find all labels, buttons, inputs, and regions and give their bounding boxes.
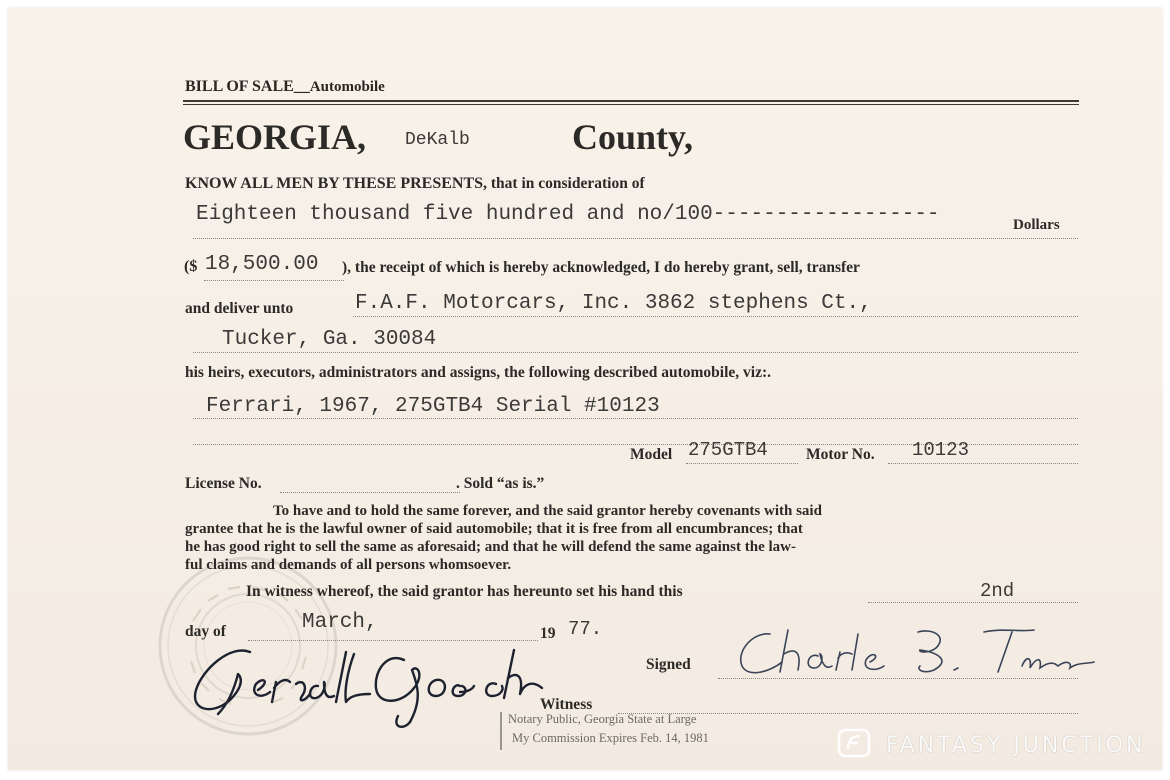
witness-label: Witness <box>540 696 593 713</box>
heirs-text: his heirs, executors, administrators and assigns, the following described automobile, viz:. <box>185 364 771 381</box>
year-value: 77. <box>568 618 603 640</box>
amount-open-paren: ($ <box>184 258 198 275</box>
know-bold: KNOW ALL MEN BY THESE PRESENTS, <box>185 175 488 192</box>
header-rule-thin <box>183 104 1079 105</box>
license-rule <box>280 492 460 493</box>
automobile-rule-1 <box>193 418 1078 419</box>
month-value: March, <box>302 611 378 634</box>
amount-rule <box>204 280 344 281</box>
model-label: Model <box>630 446 673 463</box>
signed-label: Signed <box>646 656 691 673</box>
know-rest: that in consideration of <box>487 175 645 192</box>
county-value: DeKalb <box>405 130 470 150</box>
covenant-line-3: he has good right to sell the same as aforesaid; and that he will defend the same against the law- <box>185 539 796 555</box>
deliver-label: and deliver unto <box>185 300 294 317</box>
day-of-label: day of <box>185 623 226 640</box>
license-label: License No. <box>185 475 262 492</box>
sold-as-is-label: . Sold “as is.” <box>456 475 545 492</box>
title-suffix: Automobile <box>309 79 385 95</box>
grantee-rule-1 <box>353 316 1078 317</box>
header-rule-thick <box>183 100 1079 102</box>
grantee-rule-2 <box>193 352 1078 353</box>
model-rule <box>686 463 798 464</box>
watermark-brand: FANTASY JUNCTION <box>886 733 1146 758</box>
bill-of-sale-document <box>8 8 1162 770</box>
grantor-signature <box>722 622 1112 682</box>
year-prefix: 19 <box>540 625 556 642</box>
grantee-line-1: F.A.F. Motorcars, Inc. 3862 stephens Ct., <box>355 292 872 315</box>
motor-label: Motor No. <box>806 446 875 463</box>
automobile-description: Ferrari, 1967, 275GTB4 Serial #10123 <box>206 395 660 418</box>
county-label: County, <box>572 117 694 157</box>
model-value: 275GTB4 <box>688 439 768 461</box>
amount-value: 18,500.00 <box>205 253 319 276</box>
title-prefix: BILL OF SALE <box>185 78 294 95</box>
covenant-line-2: grantee that he is the lawful owner of said automobile; that it is free from all encumbrances; that <box>185 521 803 537</box>
title-dash: __ <box>293 78 310 95</box>
grantee-line-2: Tucker, Ga. 30084 <box>222 328 437 351</box>
consideration-rule <box>193 238 1078 239</box>
know-all-men-line <box>185 175 645 193</box>
day-value: 2nd <box>980 580 1015 602</box>
notary-line-1: Notary Public, Georgia State at Large <box>508 712 697 726</box>
dollars-label: Dollars <box>1013 217 1060 233</box>
day-rule <box>868 602 1078 603</box>
covenant-line-1: To have and to hold the same forever, and the said grantor hereby covenants with said <box>273 503 822 519</box>
state-label: GEORGIA, <box>183 117 367 157</box>
motor-value: 10123 <box>912 439 970 461</box>
covenant-line-4: ful claims and demands of all persons whomsoever. <box>185 557 512 573</box>
consideration-amount-words: Eighteen thousand five hundred and no/100------------------ <box>196 203 940 226</box>
notary-line-2: My Commission Expires Feb. 14, 1981 <box>512 731 709 745</box>
motor-rule <box>888 463 1078 464</box>
receipt-text: ), the receipt of which is hereby acknowledged, I do hereby grant, sell, transfer <box>342 259 860 276</box>
notary-stamp-bar <box>500 712 502 750</box>
witness-whereof-text: In witness whereof, the said grantor has hereunto set his hand this <box>246 583 683 600</box>
fantasy-junction-logo-icon <box>836 727 872 759</box>
document-title <box>185 78 385 96</box>
